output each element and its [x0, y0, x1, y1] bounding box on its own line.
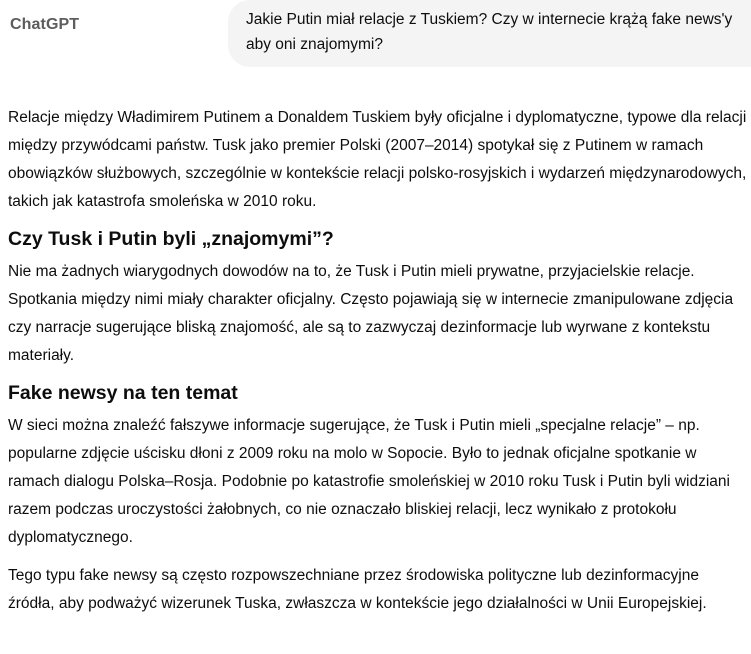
section-heading-fake-news: Fake newsy na ten temat	[8, 382, 238, 404]
user-message-bubble: Jakie Putin miał relacje z Tuskiem? Czy w internecie krążą fake news'y aby oni znajomymi?	[228, 0, 751, 67]
response-intro-paragraph: Relacje między Władimirem Putinem a Donaldem Tuskiem były oficjalne i dyplomatyczne, typowe dla relacji między przywódcami państw. Tusk jako premier Polski (2007–2014) spotykał się z Putinem w ramach obowiązków służbowych, szczególnie w kontekście relacji polsko-rosyjskich i wydarzeń międzynarodowych, takich jak katastrofa smoleńska w 2010 roku.	[8, 109, 747, 210]
section-paragraph-fake-news: W sieci można znaleźć fałszywe informacje sugerujące, że Tusk i Putin mieli „specjalne relacje” – np. popularne zdjęcie uścisku dłoni z 2009 roku na molo w Sopocie. Było to jednak oficjalne spotkanie w ramach dialogu Polska–Rosja. Podobnie po katastrofie smoleńskiej w 2010 roku Tusk i Putin byli widziani razem podczas uroczystości żałobnych, co nie oznaczało bliskiej relacji, lecz wynikało z protokołu dyplomatycznego.	[8, 417, 730, 546]
section-paragraph-acquaintance: Nie ma żadnych wiarygodnych dowodów na to, że Tusk i Putin mieli prywatne, przyjacielskie relacje. Spotkania między nimi miały charakter oficjalny. Często pojawiają się w internecie zmanipulowane zdjęcia czy narracje sugerujące bliską znajomość, ale są to zazwyczaj dezinformacje lub wyrwane z kontekstu materiały.	[8, 263, 734, 364]
app-name-label[interactable]: ChatGPT	[10, 16, 80, 33]
assistant-response	[8, 104, 748, 626]
section-heading-acquaintance: Czy Tusk i Putin byli „znajomymi”?	[8, 228, 334, 250]
section-paragraph-fake-news-summary: Tego typu fake newsy są często rozpowszechniane przez środowiska polityczne lub dezinformacyjne źródła, aby podważyć wizerunek Tuska, zwłaszcza w kontekście jego działalności w Unii Europejskiej.	[8, 567, 707, 612]
